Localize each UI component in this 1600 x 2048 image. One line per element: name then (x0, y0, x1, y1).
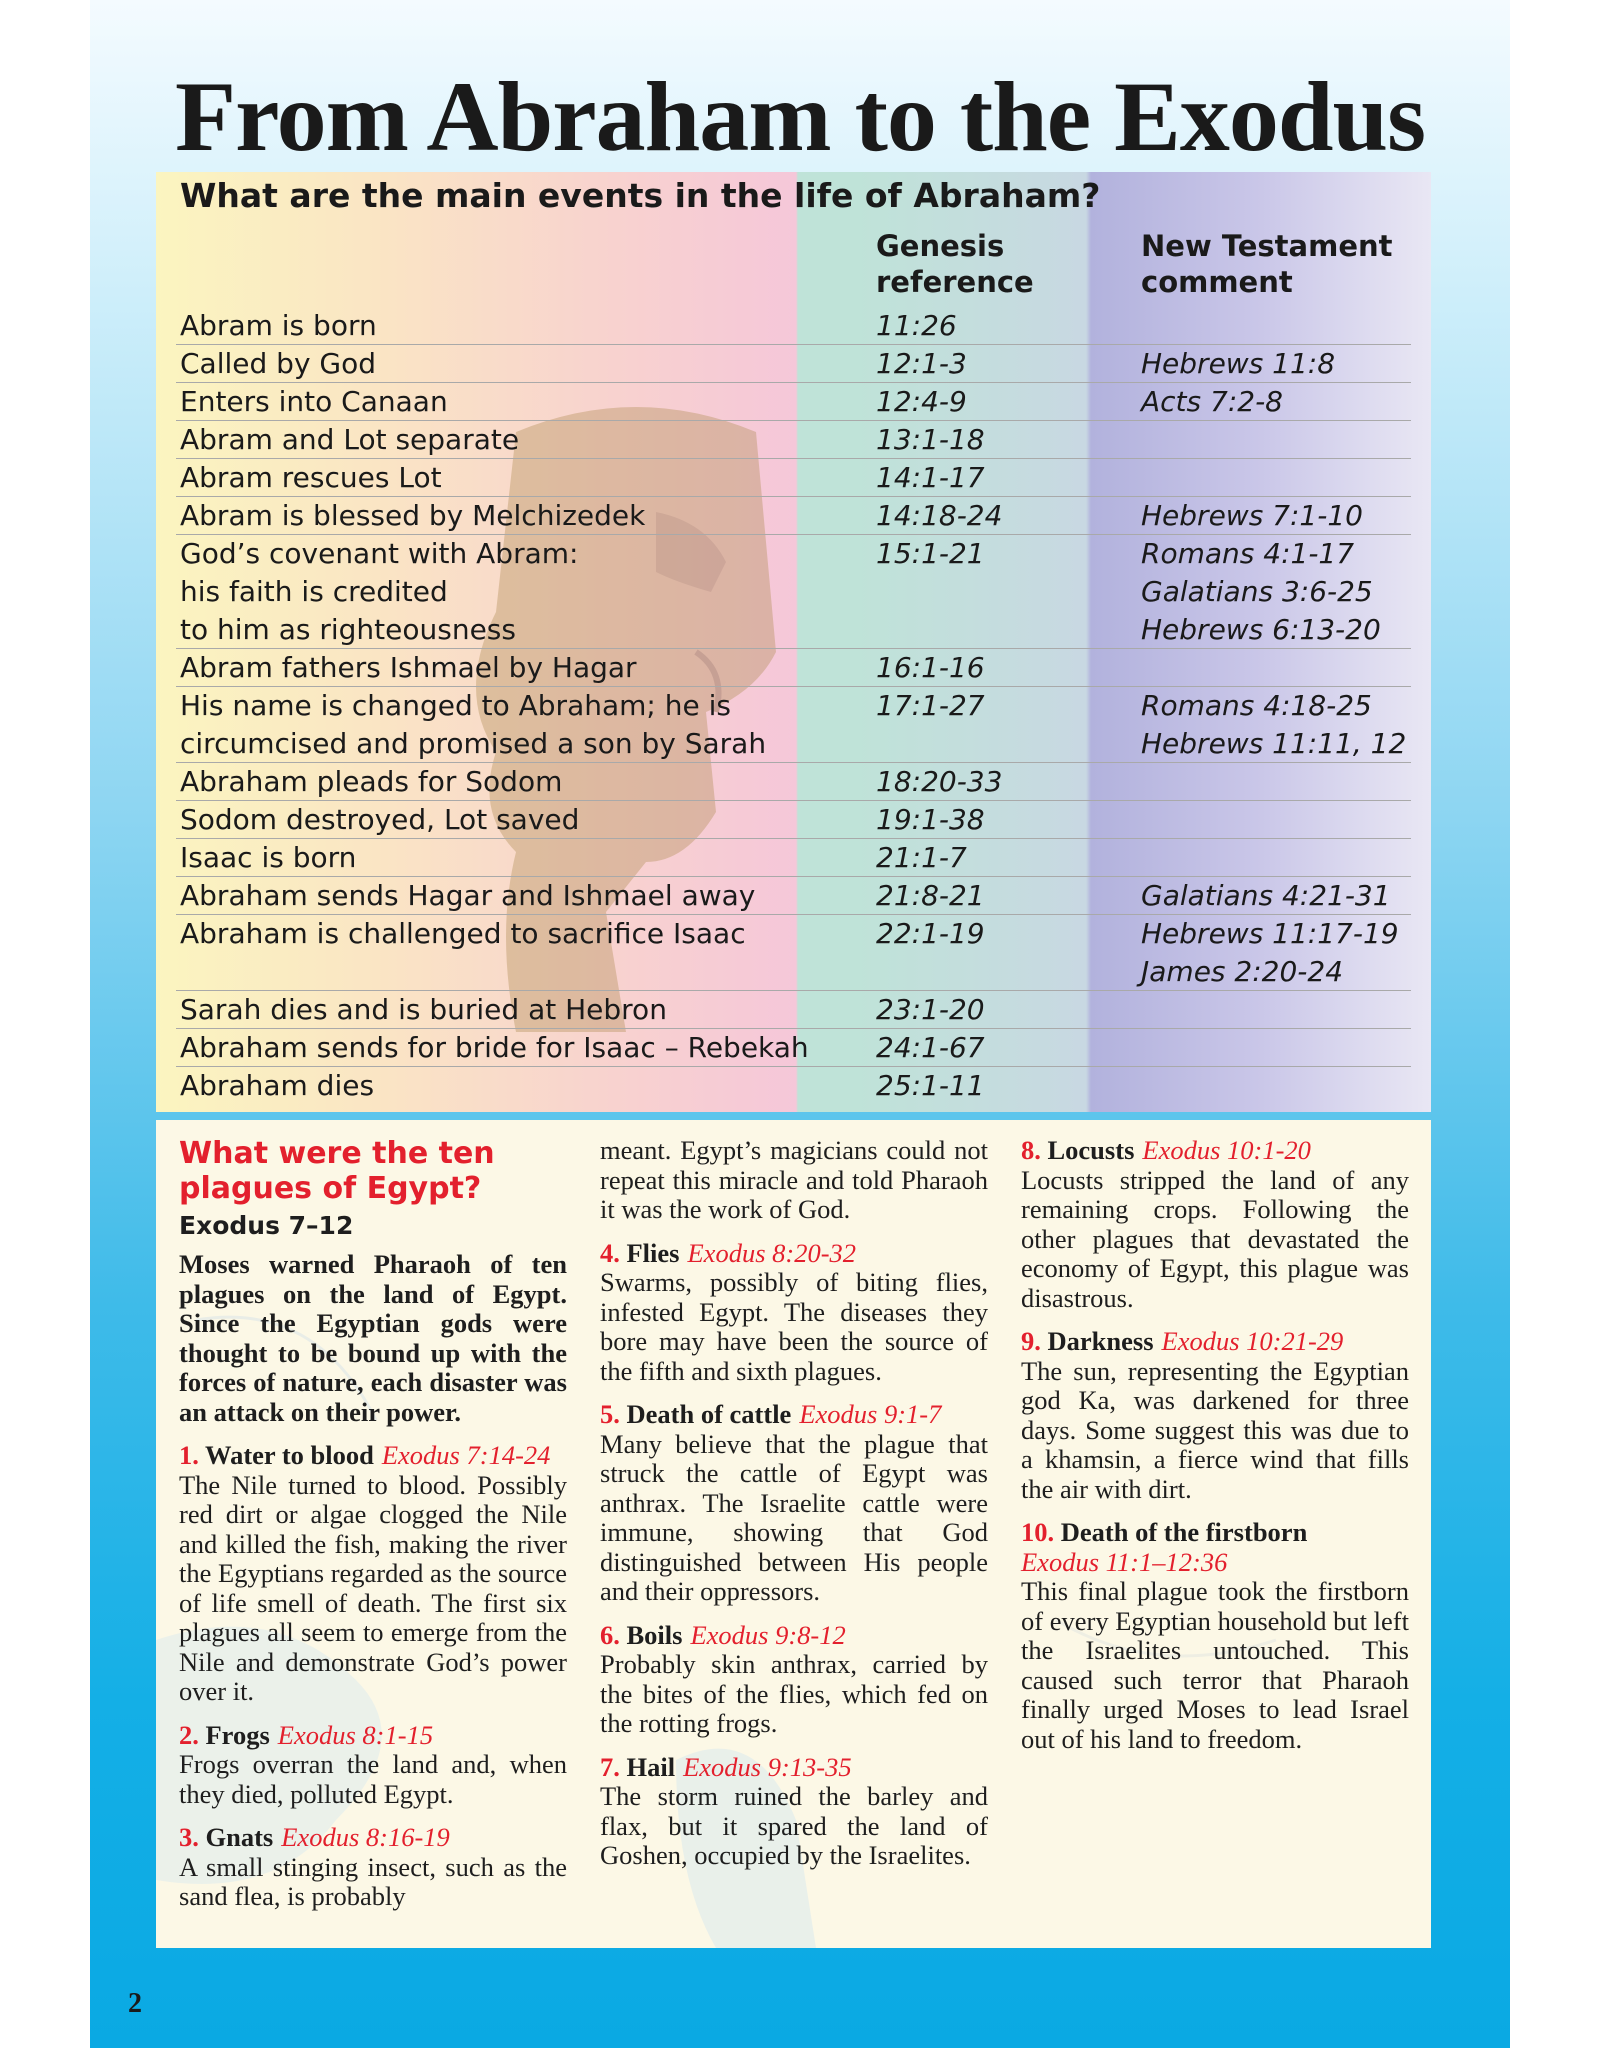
table-row (156, 687, 1431, 763)
table-row (156, 1067, 1431, 1105)
genesis-cell: 23:1-20 (876, 993, 985, 1026)
plague-name: Flies (626, 1237, 680, 1268)
plague-heading (179, 1441, 567, 1471)
page-title: From Abraham to the Exodus (174, 61, 1426, 172)
table-row (156, 497, 1431, 535)
abraham-table-panel (156, 172, 1431, 1112)
plague-number: 8. (1021, 1135, 1041, 1165)
plagues-column-3 (1021, 1136, 1409, 1754)
nt-cell: Hebrews 11:17-19 James 2:20-24 (1141, 917, 1399, 988)
event-cell: Abram fathers Ishmael by Hagar (180, 651, 637, 684)
genesis-cell: 25:1-11 (876, 1069, 985, 1102)
event-cell: Sodom destroyed, Lot saved (180, 803, 580, 836)
event-cell: God’s covenant with Abram: his faith is credited to him as righteousness (180, 537, 579, 646)
table-row (156, 459, 1431, 497)
plague-text: Frogs overran the land and, when they died, polluted Egypt. (179, 1749, 567, 1809)
plague-number: 1. (179, 1440, 199, 1470)
plague-number: 7. (600, 1751, 620, 1782)
plague-heading (600, 1239, 988, 1269)
event-cell: Abraham sends Hagar and Ishmael away (180, 879, 756, 912)
plague-text: Locusts stripped the land of any remaining crops. Following the other plagues that devastated the economy of Egypt, this plague was disastrous. (1021, 1164, 1409, 1313)
event-cell: Abram and Lot separate (180, 423, 520, 456)
event-cell: Called by God (180, 347, 377, 380)
table-row (156, 1029, 1431, 1067)
plague-text: The sun, representing the Egyptian god Ka, was darkened for three days. Some suggest this was due to a khamsin, a fierce wind that fills the air with dirt. (1021, 1355, 1409, 1504)
event-cell: Enters into Canaan (180, 385, 448, 418)
event-cell: Abram is blessed by Melchizedek (180, 499, 646, 532)
plague-number: 3. (179, 1822, 199, 1852)
genesis-cell: 13:1-18 (876, 423, 985, 456)
nt-cell: Hebrews 7:1-10 (1141, 499, 1363, 532)
plague-reference: Exodus 7:14-24 (381, 1440, 551, 1470)
genesis-cell: 21:1-7 (876, 841, 967, 874)
plague-reference: Exodus 9:8-12 (690, 1619, 846, 1650)
genesis-cell: 12:1-3 (876, 347, 967, 380)
plague-text: Many believe that the plague that struck the cattle of Egypt was anthrax. The Israelite cattle were immune, showing that God distinguished between His people and their oppressors. (600, 1428, 988, 1606)
plague-reference: Exodus 9:13-35 (683, 1751, 852, 1782)
table-row (156, 421, 1431, 459)
page-background (90, 0, 1510, 2048)
table-row (156, 649, 1431, 687)
plague-text: Swarms, possibly of biting flies, infested Egypt. The diseases they bore may have been the source of the fifth and sixth plagues. (600, 1267, 988, 1386)
genesis-cell: 12:4-9 (876, 385, 967, 418)
genesis-cell: 14:1-17 (876, 461, 985, 494)
genesis-cell: 24:1-67 (876, 1031, 985, 1064)
plague-heading (1021, 1327, 1409, 1357)
plague-reference: Exodus 8:20-32 (687, 1237, 857, 1268)
plague-heading (1021, 1518, 1409, 1577)
nt-cell: Romans 4:18-25 Hebrews 11:11, 12 (1141, 689, 1407, 760)
table-row (156, 535, 1431, 649)
table-row (156, 345, 1431, 383)
genesis-cell: 22:1-19 (876, 917, 985, 950)
genesis-cell: 15:1-21 (876, 537, 985, 570)
event-cell: Sarah dies and is buried at Hebron (180, 993, 667, 1026)
event-cell: Abraham sends for bride for Isaac – Rebekah (180, 1031, 809, 1064)
table-row (156, 383, 1431, 421)
plague-name: Frogs (205, 1719, 270, 1750)
plague-number: 5. (600, 1399, 620, 1429)
nt-cell: Acts 7:2-8 (1141, 385, 1283, 418)
plague-text: The storm ruined the barley and flax, but it spared the land of Goshen, occupied by the Israelites. (600, 1781, 988, 1870)
plague-heading (179, 1823, 567, 1853)
plague-heading (600, 1400, 988, 1430)
table-row (156, 801, 1431, 839)
abraham-heading: What are the main events in the life of Abraham? (180, 176, 1101, 215)
plague-text: Probably skin anthrax, carried by the bites of the flies, which fed on the rotting frogs. (600, 1649, 988, 1738)
plague-heading (600, 1621, 988, 1651)
plague-name: Water to blood (205, 1440, 374, 1470)
genesis-cell: 21:8-21 (876, 879, 985, 912)
plagues-title: What were the ten plagues of Egypt? (179, 1136, 495, 1206)
plague-reference: Exodus 9:1-7 (799, 1399, 942, 1429)
genesis-cell: 19:1-38 (876, 803, 985, 836)
plague-text: A small stinging insect, such as the sand flea, is probably (179, 1851, 567, 1911)
nt-cell: Galatians 4:21-31 (1141, 879, 1391, 912)
nt-cell: Hebrews 11:8 (1141, 347, 1336, 380)
event-cell: Abraham pleads for Sodom (180, 765, 563, 798)
plague-name: Death of cattle (626, 1399, 792, 1429)
plague-name: Gnats (205, 1822, 274, 1852)
plagues-subtitle: Exodus 7–12 (179, 1211, 354, 1240)
plague-reference: Exodus 8:1-15 (277, 1719, 434, 1750)
plagues-column-2 (600, 1136, 988, 1871)
plague-number: 4. (600, 1237, 620, 1268)
nt-cell: Romans 4:1-17 Galatians 3:6-25 Hebrews 6:13-20 (1141, 537, 1381, 646)
genesis-column-header: Genesis reference (876, 229, 1034, 299)
table-row (156, 307, 1431, 345)
event-cell: His name is changed to Abraham; he is circumcised and promised a son by Sarah (180, 689, 767, 760)
plague-name: Death of the firstborn (1060, 1517, 1308, 1547)
plague-heading (1021, 1136, 1409, 1166)
event-cell: Abraham is challenged to sacrifice Isaac (180, 917, 746, 950)
plague-number: 10. (1021, 1517, 1055, 1547)
plague-heading (600, 1753, 988, 1783)
plague-reference: Exodus 10:1-20 (1142, 1135, 1311, 1165)
plague-text-continued: meant. Egypt’s magicians could not repeat this miracle and told Pharaoh it was the work of God. (600, 1135, 988, 1224)
genesis-cell: 17:1-27 (876, 689, 985, 722)
plague-reference: Exodus 10:21-29 (1161, 1326, 1344, 1356)
event-cell: Abraham dies (180, 1069, 375, 1102)
plague-reference: Exodus 11:1–12:36 (1021, 1546, 1228, 1577)
plague-reference: Exodus 8:16-19 (281, 1822, 450, 1852)
plague-name: Locusts (1047, 1135, 1135, 1165)
plagues-intro: Moses warned Pharaoh of ten plagues on the land of Egypt. Since the Egyptian gods were thought to be bound up with the forces of nature, each disaster was an attack on their power. (179, 1249, 567, 1427)
genesis-cell: 18:20-33 (876, 765, 1003, 798)
nt-column-header: New Testament comment (1141, 229, 1393, 299)
table-row (156, 763, 1431, 801)
page-number: 2 (128, 1988, 142, 2019)
plague-name: Hail (626, 1751, 676, 1782)
genesis-cell: 16:1-16 (876, 651, 985, 684)
event-cell: Abram rescues Lot (180, 461, 442, 494)
plagues-column-1 (179, 1136, 567, 1912)
plague-heading (179, 1721, 567, 1751)
table-row (156, 877, 1431, 915)
plague-number: 2. (179, 1719, 199, 1750)
event-cell: Abram is born (180, 309, 377, 342)
plague-number: 6. (600, 1619, 620, 1650)
plague-number: 9. (1021, 1326, 1041, 1356)
table-row (156, 839, 1431, 877)
plague-name: Boils (626, 1619, 683, 1650)
table-row (156, 915, 1431, 991)
plagues-panel (156, 1120, 1431, 1948)
plague-text: The Nile turned to blood. Possibly red dirt or algae clogged the Nile and killed the fish, making the river the Egyptians regarded as the source of life smell of death. The first six plagues all seem to emerge from the Nile and demonstrate God’s power over it. (179, 1469, 567, 1706)
plague-text: This final plague took the firstborn of every Egyptian household but left the Israelites untouched. This caused such terror that Pharaoh finally urged Moses to lead Israel out of his land to freedom. (1021, 1576, 1409, 1754)
event-cell: Isaac is born (180, 841, 357, 874)
table-row (156, 991, 1431, 1029)
genesis-cell: 14:18-24 (876, 499, 1003, 532)
genesis-cell: 11:26 (876, 309, 957, 342)
plague-name: Darkness (1047, 1326, 1154, 1356)
